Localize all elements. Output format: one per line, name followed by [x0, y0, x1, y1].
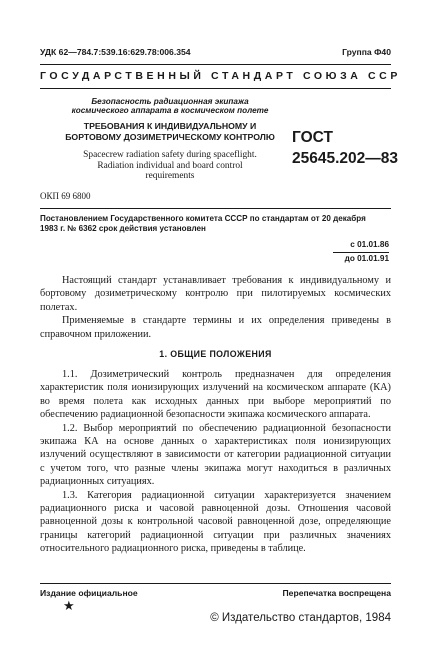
udk-code: УДК 62—784.7:539.16:629.78:006.354 — [40, 47, 191, 57]
reprint-notice: Перепечатка воспрещена — [282, 588, 391, 598]
clause-1-3: 1.3. Категория радиационной ситуации характеризуется значением радиационного риска и часовой равноценной дозы. Отношения часовой равноценной дозы к контрольной часовой равноценной дозе, определяющие границы категорий радиационной ситуации при различных значениях относительного радиационного риска, приведены в таблице. — [40, 489, 391, 555]
topic-title: Безопасность радиационная экипажа космического аппарата в космическом полете — [71, 97, 269, 115]
footer-rule — [40, 583, 391, 584]
section-heading: 1. ОБЩИЕ ПОЛОЖЕНИЯ — [159, 349, 272, 359]
document-title: ТРЕБОВАНИЯ К ИНДИВИДУАЛЬНОМУ И БОРТОВОМУ ДОЗИМЕТРИЧЕСКОМУ КОНТРОЛЮ — [65, 121, 275, 142]
banner-rule — [40, 88, 391, 89]
group-code: Группа Ф40 — [342, 47, 391, 57]
gost-number: 25645.202—83 — [292, 150, 399, 167]
official-edition: Издание официальное — [40, 588, 138, 598]
copyright: © Издательство стандартов, 1984 — [210, 612, 391, 624]
intro-section — [40, 274, 391, 341]
decree-line-1: Постановлением Государственного комитета СССР по стандартам от 20 декабря — [40, 214, 366, 223]
english-title-line-1: Spacecrew radiation safety during spaceflight. — [83, 150, 257, 160]
decree-text — [40, 214, 400, 234]
star-icon: ★ — [63, 598, 75, 613]
clause-1-2: 1.2. Выбор мероприятий по обеспечению радиационной безопасности экипажа КА на основе данных о характеристиках поля ионизирующих излучений осуществляют в зависимости от категории радиационной ситуации с учетом того, что разные члены экипажа могут находиться в различных радиационных ситуациях. — [40, 422, 391, 488]
english-title-line-2: Radiation individual and board control — [97, 160, 243, 171]
english-title — [64, 150, 276, 182]
top-rule — [40, 64, 391, 65]
decree-line-2: 1983 г. № 6362 срок действия установлен — [40, 224, 206, 234]
section-body — [40, 368, 391, 556]
standard-banner: ГОСУДАРСТВЕННЫЙ СТАНДАРТ СОЮЗА ССР — [40, 70, 401, 82]
okp-code: ОКП 69 6800 — [40, 191, 91, 201]
effective-to: до 01.01.91 — [344, 254, 389, 263]
clause-1-1: 1.1. Дозиметрический контроль предназначен для определения характеристик поля ионизирующих излучений на космическом аппарате (КА) во время полета как исходных данных при выборе мероприятий по обеспечению радиационной безопасности экипажа космического аппарата. — [40, 369, 391, 421]
intro-paragraph-1: Настоящий стандарт устанавливает требования к индивидуальному и бортовому дозиметрическому контролю при пилотируемых космических полетах. — [40, 275, 391, 313]
title-rule — [40, 208, 391, 209]
english-title-line-3: requirements — [145, 171, 195, 182]
gost-label: ГОСТ — [292, 129, 333, 146]
date-divider — [333, 252, 389, 253]
effective-from: с 01.01.86 — [350, 240, 389, 249]
intro-paragraph-2: Применяемые в стандарте термины и их определения приведены в справочном приложении. — [40, 315, 391, 340]
